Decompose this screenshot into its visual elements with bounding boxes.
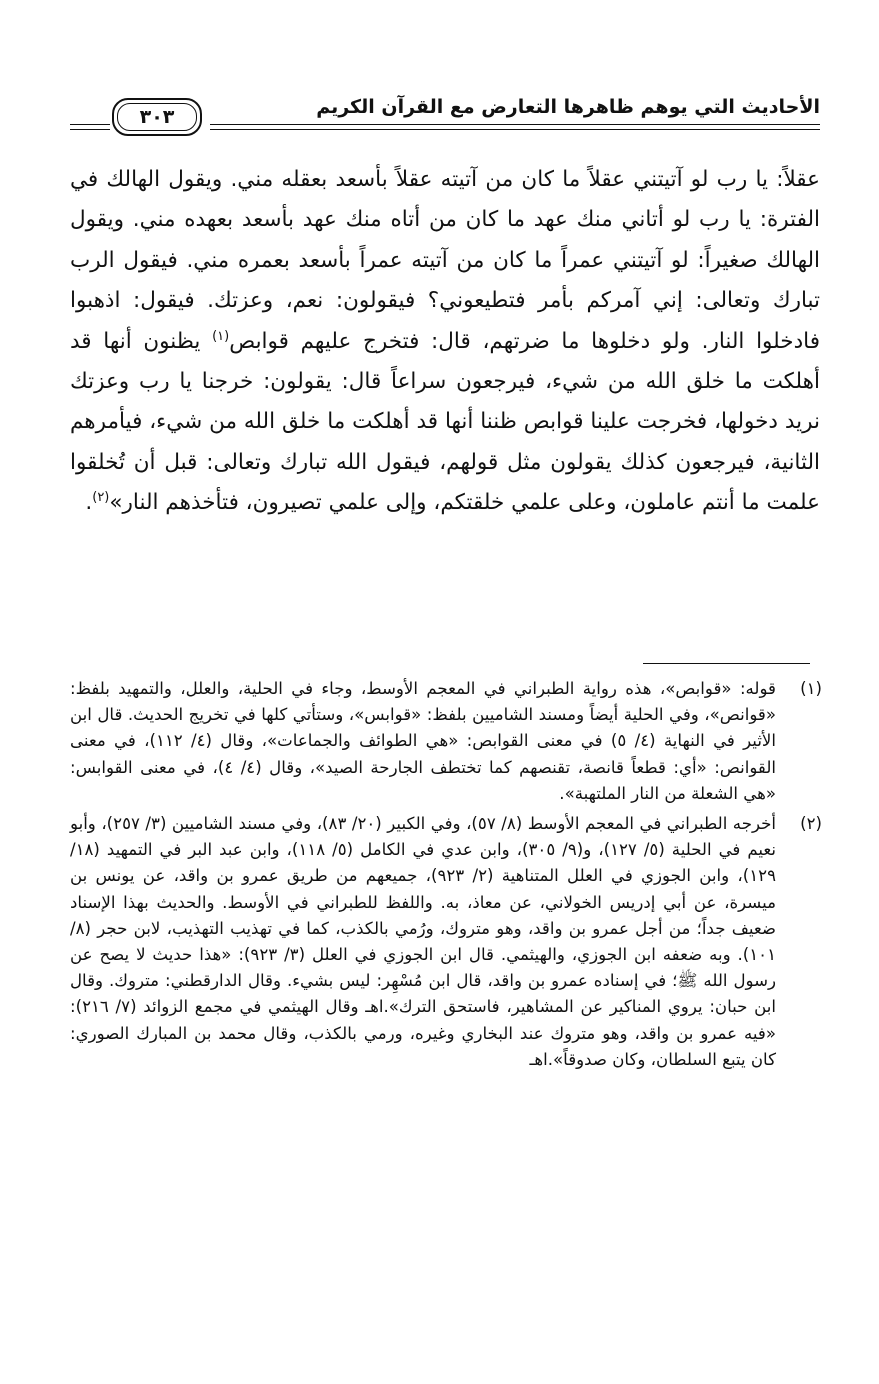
footnote-ref-2[interactable]: (٢) bbox=[92, 490, 110, 506]
header-rule-bottom bbox=[210, 129, 820, 130]
running-title: الأحاديث التي يوهم ظاهرها التعارض مع القرآن الكريم bbox=[316, 96, 820, 118]
footnote-number: (١) bbox=[800, 679, 822, 698]
footnote-ref-1[interactable]: (١) bbox=[212, 328, 230, 344]
footnote-separator bbox=[643, 663, 810, 664]
footnotes bbox=[70, 676, 822, 1077]
left-rule-bottom bbox=[70, 129, 110, 130]
page-number: ٣٠٣ bbox=[139, 106, 175, 128]
footnote-text: أخرجه الطبراني في المعجم الأوسط (٨/ ٥٧)، وفي الكبير (٢٠/ ٨٣)، وفي مسند الشاميين (٣/ ٢٥٧)، وأبو نعيم في الحلية (٥/ ١٢٧)، و(٩/ ٣٠٥)، وابن عدي في الكامل (٥/ ١١٨)، وابن عبد البر في التمهيد (١٨/ ١٢٩)، وابن الجوزي في العلل المتناهية (٢/ ٩٢٣)، جميعهم من طريق عمرو بن واقد، عن يونس بن ميسرة، عن أبي إدريس الخولاني، عن معاذ، به. واللفظ للطبراني في الأوسط. والحديث بهذا الإسناد ضعيف جداً؛ من أجل عمرو بن واقد، وهو متروك، ورُمي بالكذب، كما في تهذيب التهذيب، لابن حجر (٨/ ١٠١). وبه ضعفه ابن الجوزي، والهيثمي. قال ابن الجوزي في العلل (٣/ ٩٢٣): «هذا حديث لا يصح عن رسول الله ﷺ؛ في إسناده عمرو بن واقد، قال ابن مُسْهِر: ليس بشيء. وقال الدارقطني: متروك. وقال ابن حبان: يروي المناكير عن المشاهير، فاستحق الترك».اهـ وقال الهيثمي في مجمع الزوائد (٧/ ٢١٦): «فيه عمرو بن واقد، وهو متروك عند البخاري وغيره، ورمي بالكذب، وقال محمد بن المبارك الصوري: كان يتبع السلطان، وكان صدوقاً».اهـ bbox=[70, 814, 777, 1069]
header-rule-top bbox=[210, 124, 820, 125]
main-text bbox=[70, 160, 820, 524]
footnote-1 bbox=[70, 676, 822, 807]
text-part-3: . bbox=[85, 490, 93, 516]
page-number-frame bbox=[112, 98, 202, 136]
left-rule-top bbox=[70, 124, 110, 125]
footnote-text: قوله: «قوابص»، هذه رواية الطبراني في المعجم الأوسط، وجاء في الحلية، والعلل، والتمهيد بلفظ: «قوانص»، وفي الحلية أيضاً ومسند الشاميين بلفظ: «قوابس»، وستأتي كلها في تخريج الحديث. قال ابن الأثير في النهاية (٤/ ٥) في معنى القوابص: «هي الطوائف والجماعات»، وقال (٤/ ١١٢)، في معنى القوانص: «أي: قطعاً قانصة، تقنصهم كما تختطف الجارحة الصيد»، وقال (٤/ ٤)، في معنى القوابس: «هي الشعلة من النار الملتهبة». bbox=[70, 679, 777, 803]
footnote-2 bbox=[70, 811, 822, 1073]
main-paragraph bbox=[70, 160, 820, 524]
page-header bbox=[70, 92, 820, 144]
text-part-2: يظنون أنها قد أهلكت ما خلق الله من شيء، فيرجعون سراعاً قال: يقولون: خرجنا يا رب وعزتك نريد دخولها، فخرجت علينا قوابص ظننا أنها قد أهلكت ما خلق الله من شيء، فيأمرهم الثانية، فيرجعون كذلك يقولون مثل قولهم، فيقول الله تبارك وتعالى: قبل أن تُخلقوا علمت ما أنتم عاملون، وعلى علمي خلقتكم، وإلى علمي تصيرون، فتأخذهم النار» bbox=[70, 328, 820, 516]
text-part-1: عقلاً: يا رب لو آتيتني عقلاً ما كان من آتيته عقلاً بأسعد بعقله مني. ويقول الهالك في الفترة: يا رب لو أتاني منك عهد ما كان من أتاه منك عهد بأسعد بعهده مني. ويقول الهالك صغيراً: لو آتيتني عمراً ما كان من آتيته عمراً بأسعد بعمره مني. فيقول الرب تبارك وتعالى: إني آمركم بأمر فتطيعوني؟ فيقولون: نعم، وعزتك. فيقول: اذهبوا فادخلوا النار. ولو دخلوها ما ضرتهم، قال: فتخرج عليهم قوابص bbox=[70, 167, 820, 354]
footnote-number: (٢) bbox=[800, 814, 822, 834]
